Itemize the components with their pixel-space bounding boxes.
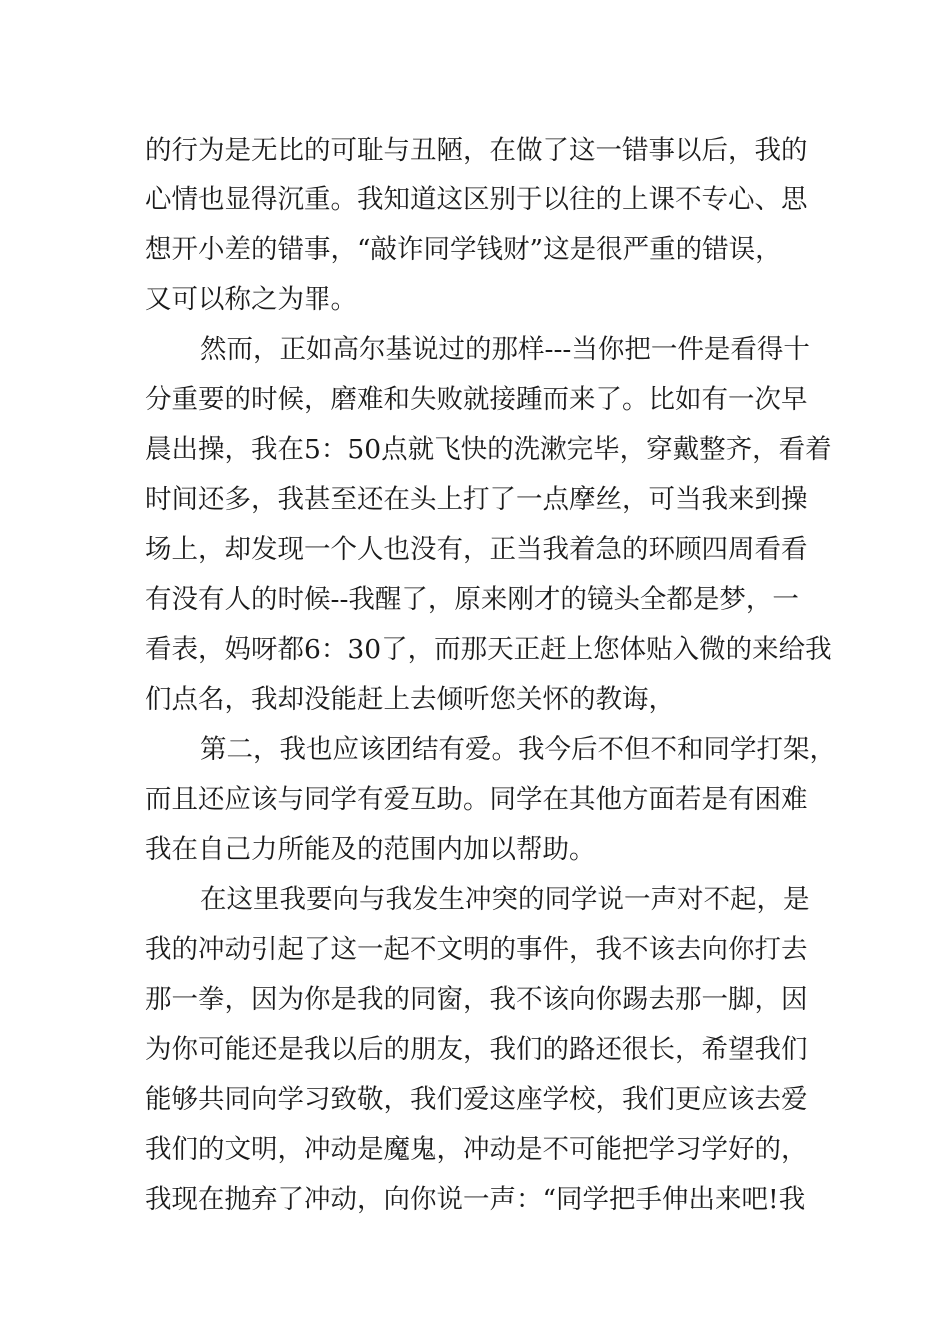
text-line: 有没有人的时候--我醒了，原来刚才的镜头全都是梦，一	[145, 584, 799, 615]
text-line: 晨出操，我在5：50点就飞快的洗漱完毕，穿戴整齐，看着	[145, 434, 832, 465]
text-line: 那一拳，因为你是我的同窗，我不该向你踢去那一脚，因	[145, 984, 808, 1015]
text-line: 我在自己力所能及的范围内加以帮助。	[145, 834, 596, 865]
text-line: 又可以称之为罪。	[145, 284, 357, 315]
paragraph-first-line: 然而，正如高尔基说过的那样---当你把一件是看得十	[200, 334, 810, 365]
text-line: 为你可能还是我以后的朋友，我们的路还很长，希望我们	[145, 1034, 808, 1065]
paragraph-first-line: 第二，我也应该团结有爱。我今后不但不和同学打架，	[200, 734, 836, 765]
text-line: 我现在抛弃了冲动，向你说一声：“同学把手伸出来吧!我	[145, 1184, 806, 1215]
text-line: 心情也显得沉重。我知道这区别于以往的上课不专心、思	[145, 184, 808, 215]
text-line: 能够共同向学习致敬，我们爱这座学校，我们更应该去爱	[145, 1084, 808, 1115]
text-line: 时间还多，我甚至还在头上打了一点摩丝，可当我来到操	[145, 484, 808, 515]
text-line: 我的冲动引起了这一起不文明的事件，我不该去向你打去	[145, 934, 808, 965]
text-line: 看表，妈呀都6：30了，而那天正赶上您体贴入微的来给我	[145, 634, 832, 665]
text-line: 分重要的时候，磨难和失败就接踵而来了。比如有一次早	[145, 384, 808, 415]
text-line: 想开小差的错事，“敲诈同学钱财”这是很严重的错误，	[145, 234, 782, 265]
text-line: 的行为是无比的可耻与丑陋，在做了这一错事以后，我的	[145, 135, 808, 166]
text-line: 我们的文明，冲动是魔鬼，冲动是不可能把学习学好的，	[145, 1134, 808, 1165]
text-line: 而且还应该与同学有爱互助。同学在其他方面若是有困难	[145, 784, 808, 815]
text-line: 场上，却发现一个人也没有，正当我着急的环顾四周看看	[145, 534, 808, 565]
text-line: 们点名，我却没能赶上去倾听您关怀的教诲，	[145, 684, 675, 715]
paragraph-first-line: 在这里我要向与我发生冲突的同学说一声对不起，是	[200, 884, 810, 915]
